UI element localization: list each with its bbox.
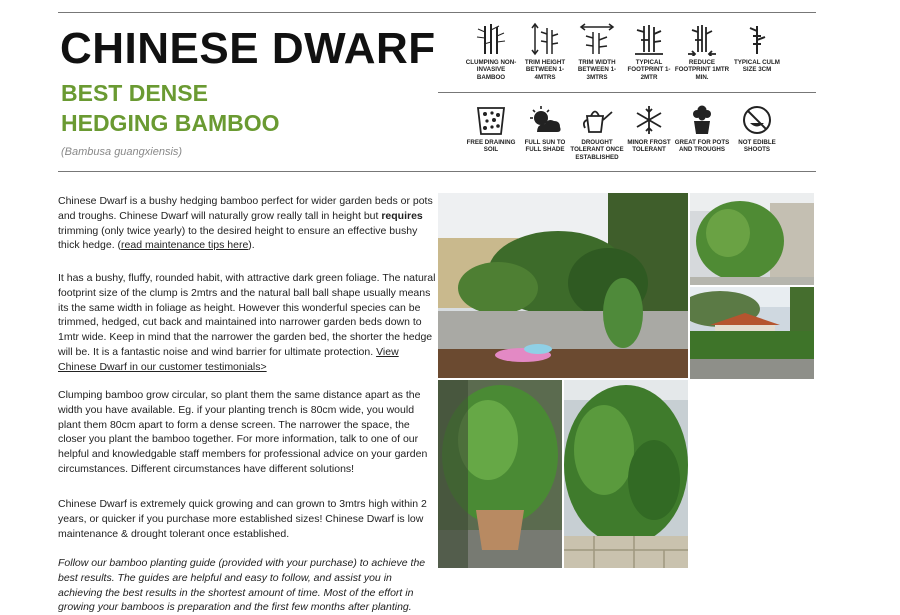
sun-shade-icon (527, 104, 563, 136)
trim-height-icon (527, 22, 563, 56)
watering-can-icon (579, 104, 615, 136)
icon-label-clumping: CLUMPING NON-INVASIVE BAMBOO (465, 59, 517, 81)
reduce-footprint-icon (684, 22, 720, 56)
garden-bed-photo (438, 193, 688, 378)
subtitle-line-2: HEDGING BAMBOO (61, 110, 280, 136)
paragraph-guide: Follow our bamboo planting guide (provided with your purchase) to achieve the best results. The guides are helpful and easy to follow, and assist you in achieving the best results in the shortest amount of time. Most of the effort in growing your bamboos is preparation and the first few months after planting. (58, 557, 426, 614)
house-hedge-photo (690, 287, 814, 379)
icon-cell-clumping (462, 22, 520, 81)
paragraph-habit: It has a bushy, fluffy, rounded habit, with attractive dark green foliage. The natural footprint size of the clump is 2mtrs and the natural ball ball shape usually means its the same width in foliage as height. However this wonderful species can be trimmed, hedged, cut back and maintained into narrower garden beds down to 1mtr wide. Keep in mind that the narrower the garden bed, the shorter the hedge will be. It is a fantastic noise and wind barrier for ultimate protection. View Chinese Dwarf in our customer testimonials> (58, 272, 436, 373)
icon-label-reduce-footprint: REDUCE FOOTPRINT 1MTR MIN. (674, 59, 730, 81)
icon-cell-frost (620, 104, 678, 154)
icon-label-trim-height: TRIM HEIGHT BETWEEN 1-4MTRS (524, 59, 566, 81)
top-rule (58, 12, 816, 13)
icon-label-trim-width: TRIM WIDTH BETWEEN 1-3MTRS (577, 59, 617, 81)
mature-hedge-photo (564, 380, 688, 568)
icon-cell-footprint (620, 22, 678, 81)
bamboo-clump-icon (473, 22, 509, 56)
icon-cell-pot (673, 104, 731, 154)
icon-cell-trim-height (516, 22, 574, 81)
page-title: CHINESE DWARF (60, 24, 436, 73)
pot-icon (684, 104, 720, 136)
icon-cell-not-edible (728, 104, 786, 154)
emphasis-requires: requires (381, 209, 423, 222)
icon-label-frost: MINOR FROST TOLERANT (627, 139, 671, 154)
paragraph-planting: Clumping bamboo grow circular, so plant them the same distance apart as the width you have available. Eg. if your planting trench is 80cm wide, you would plant them 80cm apart to form a dense screen. The narrower the space, the closer you plant the bamboo together. For more information, talk to one of our helpful and knowledgable staff members for professional advice on your garden circumstances. Different circumstances have different solutions! (58, 389, 428, 475)
icon-cell-reduce-footprint (673, 22, 731, 81)
frost-icon (631, 104, 667, 136)
icon-label-pot: GREAT FOR POTS AND TROUGHS (674, 139, 730, 154)
icon-label-soil: FREE DRAINING SOIL (466, 139, 516, 154)
icon-cell-trim-width (568, 22, 626, 81)
icon-label-culm-size: TYPICAL CULM SIZE 3CM (734, 59, 780, 74)
botanical-name: (Bambusa guangxiensis) (61, 146, 183, 158)
icon-cell-soil (462, 104, 520, 154)
not-edible-icon (739, 104, 775, 136)
subtitle-line-1: BEST DENSE (61, 80, 208, 106)
icon-cell-drought (568, 104, 626, 161)
icon-label-drought: DROUGHT TOLERANT ONCE ESTABLISHED (570, 139, 624, 161)
potted-bamboo-photo (438, 380, 562, 568)
hedge-fence-photo (690, 193, 814, 285)
icon-label-footprint: TYPICAL FOOTPRINT 1-2MTR (627, 59, 671, 81)
icon-cell-culm-size (728, 22, 786, 74)
soil-icon (473, 104, 509, 136)
icon-label-sun-shade: FULL SUN TO FULL SHADE (524, 139, 566, 154)
culm-size-icon (739, 22, 775, 56)
maintenance-tips-link[interactable]: read maintenance tips here (121, 239, 249, 252)
icon-label-not-edible: NOT EDIBLE SHOOTS (738, 139, 776, 154)
paragraph-intro: Chinese Dwarf is a bushy hedging bamboo perfect for wider garden beds or pots and troughs. Chinese Dwarf will naturally grow really tall in height but requires trimming (only twice yearly) to the desired height to ensure an effective bushy thick hedge. (read maintenance tips here). (58, 195, 433, 252)
trim-width-icon (579, 22, 615, 56)
icon-divider-rule (438, 92, 816, 93)
testimonials-link[interactable]: View Chinese Dwarf in our customer testimonials> (58, 345, 399, 373)
footprint-icon (631, 22, 667, 56)
paragraph-growth: Chinese Dwarf is extremely quick growing and can grown to 3mtrs high within 2 years, or quicker if you purchase more established sizes! Chinese Dwarf is low maintenance & drought tolerant once established. (58, 498, 427, 540)
header-bottom-rule (58, 171, 816, 172)
icon-cell-sun-shade (516, 104, 574, 154)
